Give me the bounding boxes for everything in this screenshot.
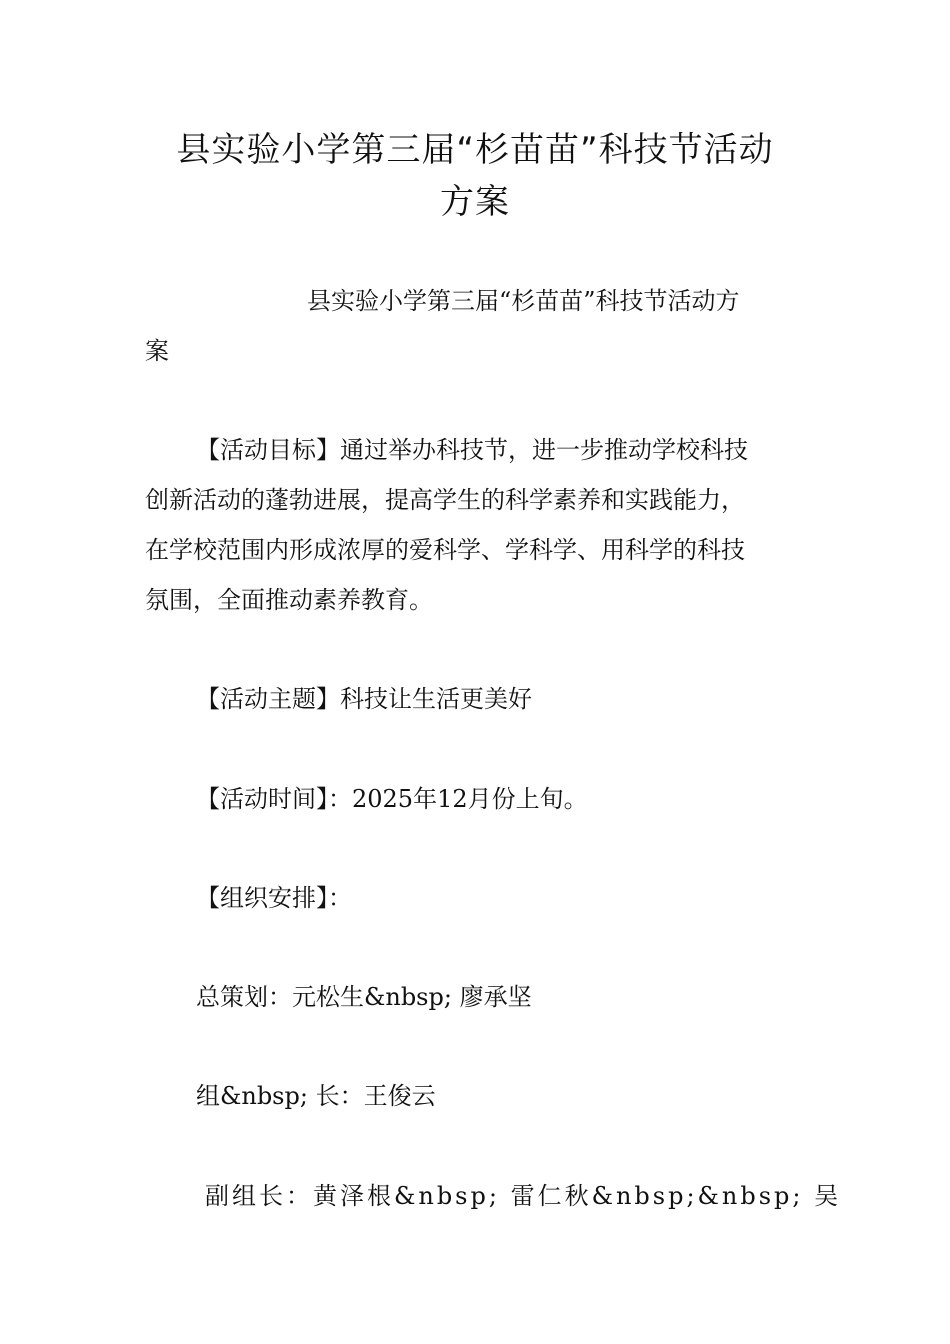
document-title-line2: 方案: [440, 182, 510, 222]
time-paragraph: 【活动时间】：2025年12月份上旬。: [196, 785, 588, 813]
goal-line: 创新活动的蓬勃进展，提高学生的科学素养和实践能力，: [145, 486, 745, 514]
subtitle-line1: 县实验小学第三届“杉苗苗”科技节活动方: [307, 287, 740, 315]
leader-line: 组&nbsp; 长：王俊云: [196, 1082, 436, 1110]
organization-heading: 【组织安排】：: [196, 884, 352, 912]
subtitle-line2: 案: [145, 337, 169, 365]
theme-paragraph: 【活动主题】科技让生活更美好: [196, 685, 532, 713]
goal-line: 在学校范围内形成浓厚的爱科学、学科学、用科学的科技: [145, 536, 745, 564]
goal-line: 【活动目标】通过举办科技节，进一步推动学校科技: [196, 436, 748, 464]
goal-line: 氛围，全面推动素养教育。: [145, 586, 433, 614]
deputy-leaders-line: 副组长：黄泽根&nbsp; 雷仁秋&nbsp;&nbsp; 吴: [205, 1182, 842, 1210]
chief-planner-line: 总策划：元松生&nbsp; 廖承坚: [196, 983, 532, 1011]
document-title-line1: 县实验小学第三届“杉苗苗”科技节活动: [176, 130, 774, 170]
